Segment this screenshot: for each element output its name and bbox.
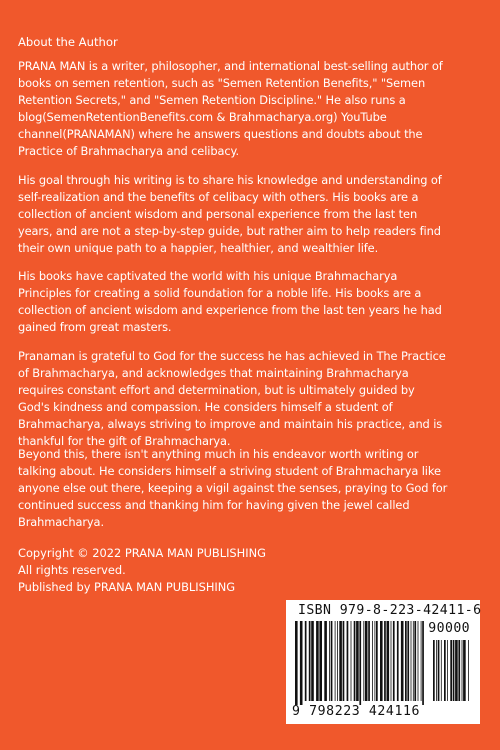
text-line: Beyond this, there isn't anything much in his endeavor worth writing or [18,447,419,461]
barcode-bar [413,621,414,701]
text-line: anyone else out there, keeping a vigil against the senses, praying to God for [18,481,448,495]
barcode-bar [335,621,336,701]
barcode-bar [450,640,452,701]
barcode-bar [401,621,404,701]
barcode-bar [363,621,364,701]
barcode-bar [368,621,370,701]
price-code: 90000 [428,621,470,636]
barcode-bar [397,621,399,701]
barcode-bar [376,621,378,701]
bio-paragraph-3 [18,268,488,336]
barcode-bar [407,621,409,701]
text-line: self-realization and the benefits of celibacy with others. His books are a [18,190,419,204]
barcode-bar [380,621,383,701]
bio-paragraph-2 [18,172,488,257]
barcode-bar [391,621,392,701]
barcode-bar [324,621,327,701]
text-line: His books have captivated the world with his unique Brahmacharya [18,269,398,283]
barcode-bar [337,621,338,701]
barcode-bar [347,621,349,701]
barcode-bar [447,640,448,701]
bio-paragraph-4 [18,348,488,450]
barcode-bar [458,640,460,701]
barcode-bar [295,621,298,705]
text-line: PRANA MAN is a writer, philosopher, and international best-selling author of [18,59,443,73]
barcode-bar [343,621,345,701]
barcode-bar [359,621,361,705]
text-line: His goal through his writing is to share his knowledge and understanding of [18,173,442,187]
barcode-bar [331,621,333,701]
text-line: of Brahmacharya, and acknowledges that maintaining Brahmacharya [18,366,409,380]
barcode-bar [354,621,356,701]
bio-paragraph-1 [18,58,488,160]
text-line: Brahmacharya. [18,515,104,529]
barcode-bar [418,621,419,701]
barcode-bar [351,621,352,701]
barcode-bar [393,621,395,701]
barcode-bar [444,640,446,701]
barcode-bar [422,621,424,705]
text-line: Retention Secrets," and "Semen Retention Discipline." He also runs a [18,93,406,107]
text-line: years, and are not a step-by-step guide, but rather aim to help readers find [18,224,441,238]
barcode-bar [384,621,386,701]
barcode-bar [463,640,466,701]
barcode-bar [468,640,469,701]
barcode-bar [462,640,463,701]
ean-number: 9 798223 424116 [292,704,421,719]
barcode-bar [375,621,376,701]
bio-paragraph-5 [18,446,488,531]
barcode-bar [387,621,390,701]
text-line: thankful for the gift of Brahmacharya. [18,434,231,448]
barcode-bar [339,621,342,701]
text-line: blog(SemenRetentionBenefits.com & Brahmacharya.org) YouTube [18,110,387,124]
text-line: books on semen retention, such as "Semen Retention Benefits," "Semen [18,76,426,90]
copyright-block [18,545,266,596]
text-line: requires constant effort and determination, but is ultimately guided by [18,383,415,397]
barcode-bar [365,621,368,701]
barcode-bar [300,621,303,705]
about-author-heading: About the Author [18,35,118,49]
barcode-bar [356,621,359,701]
barcode-bar [305,621,307,701]
barcode-bar [453,640,455,701]
barcode-bar [372,621,373,701]
barcode-bar [316,621,319,701]
barcode-bar [433,640,435,701]
text-line: channel(PRANAMAN) where he answers questions and doubts about the [18,127,423,141]
publisher-line: Published by PRANA MAN PUBLISHING [18,580,236,594]
barcode-bar [438,640,440,701]
text-line: Practice of Brahmacharya and celibacy. [18,144,240,158]
barcode-bar [329,621,330,701]
barcode-bar [319,621,322,701]
text-line: collection of ancient wisdom and personal experience from the last ten [18,207,418,221]
barcode-bar [421,621,422,701]
text-line: gained from great masters. [18,320,172,334]
barcode-bar [405,621,407,701]
text-line: collection of ancient wisdom and experience from the last ten years he had [18,303,442,317]
text-line: Brahmacharya, always striving to improve and maintain his practice, and is [18,417,443,431]
text-line: God's kindness and compassion. He considers himself a student of [18,400,393,414]
barcode-bar [436,640,437,701]
copyright-line: Copyright © 2022 PRANA MAN PUBLISHING [18,546,266,560]
addon-barcode-bars [432,640,472,705]
barcode-bar [311,621,314,701]
text-line: continued success and thanking him for having given the jewel called [18,498,410,512]
isbn-barcode [286,600,480,724]
rights-line: All rights reserved. [18,563,126,577]
text-line: Pranaman is grateful to God for the success he has achieved in The Practice [18,349,446,363]
barcode-bar [441,640,442,701]
text-line: their own unique path to a happier, healthier, and wealthier life. [18,241,379,255]
barcode-bar [455,640,458,701]
isbn-label: ISBN 979-8-223-42411-6 [298,603,482,618]
barcode-bar [414,621,416,701]
barcode-bar [411,621,412,701]
ean-barcode-bars [294,621,426,705]
text-line: Principles for creating a solid foundation for a noble life. His books are a [18,286,422,300]
text-line: talking about. He considers himself a striving student of Brahmacharya like [18,464,441,478]
barcode-bar [309,621,311,701]
